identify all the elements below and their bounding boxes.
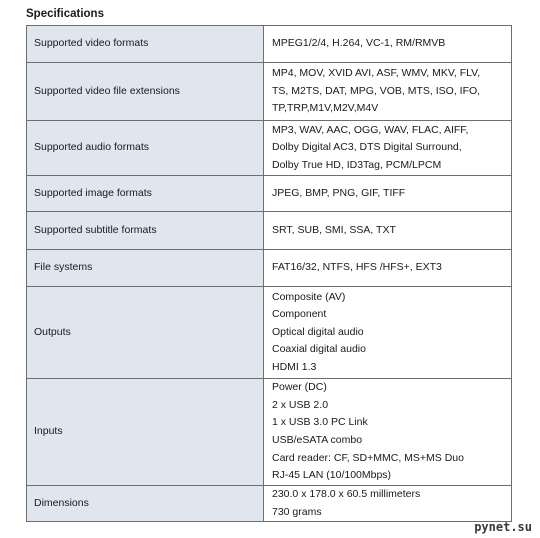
table-row	[27, 121, 512, 176]
spec-value-line: TP,TRP,M1V,M2V,M4V	[272, 102, 379, 115]
spec-value	[264, 250, 512, 287]
spec-value-line: Coaxial digital audio	[272, 343, 366, 356]
table-row	[27, 176, 512, 212]
spec-value-line: Dolby True HD, ID3Tag, PCM/LPCM	[272, 158, 442, 171]
spec-value-line: 230.0 x 178.0 x 60.5 millimeters	[272, 488, 421, 500]
spec-value-line: MPEG1/2/4, H.264, VC-1, RM/RMVB	[272, 37, 446, 50]
spec-name: File systems	[27, 250, 264, 287]
spec-name: Supported audio formats	[27, 121, 264, 176]
spec-value-line: JPEG, BMP, PNG, GIF, TIFF	[272, 186, 406, 199]
spec-value-line: HDMI 1.3	[272, 360, 317, 373]
spec-value-line: SRT, SUB, SMI, SSA, TXT	[272, 223, 396, 236]
spec-name: Supported subtitle formats	[27, 212, 264, 250]
spec-value-line: 2 x USB 2.0	[272, 398, 329, 411]
spec-value	[264, 212, 512, 250]
spec-name: Outputs	[27, 287, 264, 379]
spec-value-line: Component	[272, 308, 327, 321]
spec-name: Inputs	[27, 379, 264, 486]
page-title: Specifications	[26, 8, 104, 20]
spec-value-line: Power (DC)	[272, 381, 327, 394]
spec-value-line: 1 x USB 3.0 PC Link	[272, 416, 368, 429]
table-row	[27, 212, 512, 250]
table-row	[27, 486, 512, 522]
spec-value-line: MP3, WAV, AAC, OGG, WAV, FLAC, AIFF,	[272, 123, 469, 136]
table-row	[27, 63, 512, 121]
spec-value-line: USB/eSATA combo	[272, 434, 363, 446]
spec-value-line: Optical digital audio	[272, 325, 364, 338]
spec-value	[264, 26, 512, 63]
table-row	[27, 287, 512, 379]
spec-value-line: Composite (AV)	[272, 290, 346, 303]
spec-name: Dimensions	[27, 486, 264, 522]
table-row	[27, 250, 512, 287]
spec-value-line: 730 grams	[272, 505, 322, 518]
spec-name: Supported image formats	[27, 176, 264, 212]
spec-value-line: Dolby Digital AC3, DTS Digital Surround,	[272, 141, 462, 154]
spec-value	[264, 486, 512, 522]
spec-value-line: FAT16/32, NTFS, HFS /HFS+, EXT3	[272, 261, 442, 274]
spec-value	[264, 379, 512, 486]
watermark: pynet.su	[474, 520, 532, 534]
table-row	[27, 379, 512, 486]
spec-value-line: Card reader: CF, SD+MMC, MS+MS Duo	[272, 451, 464, 464]
spec-name: Supported video file extensions	[27, 63, 264, 121]
spec-value	[264, 287, 512, 379]
spec-value-line: TS, M2TS, DAT, MPG, VOB, MTS, ISO, IFO,	[272, 84, 481, 97]
spec-value	[264, 63, 512, 121]
spec-value	[264, 121, 512, 176]
spec-name: Supported video formats	[27, 26, 264, 63]
specifications-table	[26, 25, 512, 522]
spec-value-line: RJ-45 LAN (10/100Mbps)	[272, 469, 392, 482]
spec-value	[264, 176, 512, 212]
table-row	[27, 26, 512, 63]
spec-value-line: MP4, MOV, XVID AVI, ASF, WMV, MKV, FLV,	[272, 67, 481, 80]
